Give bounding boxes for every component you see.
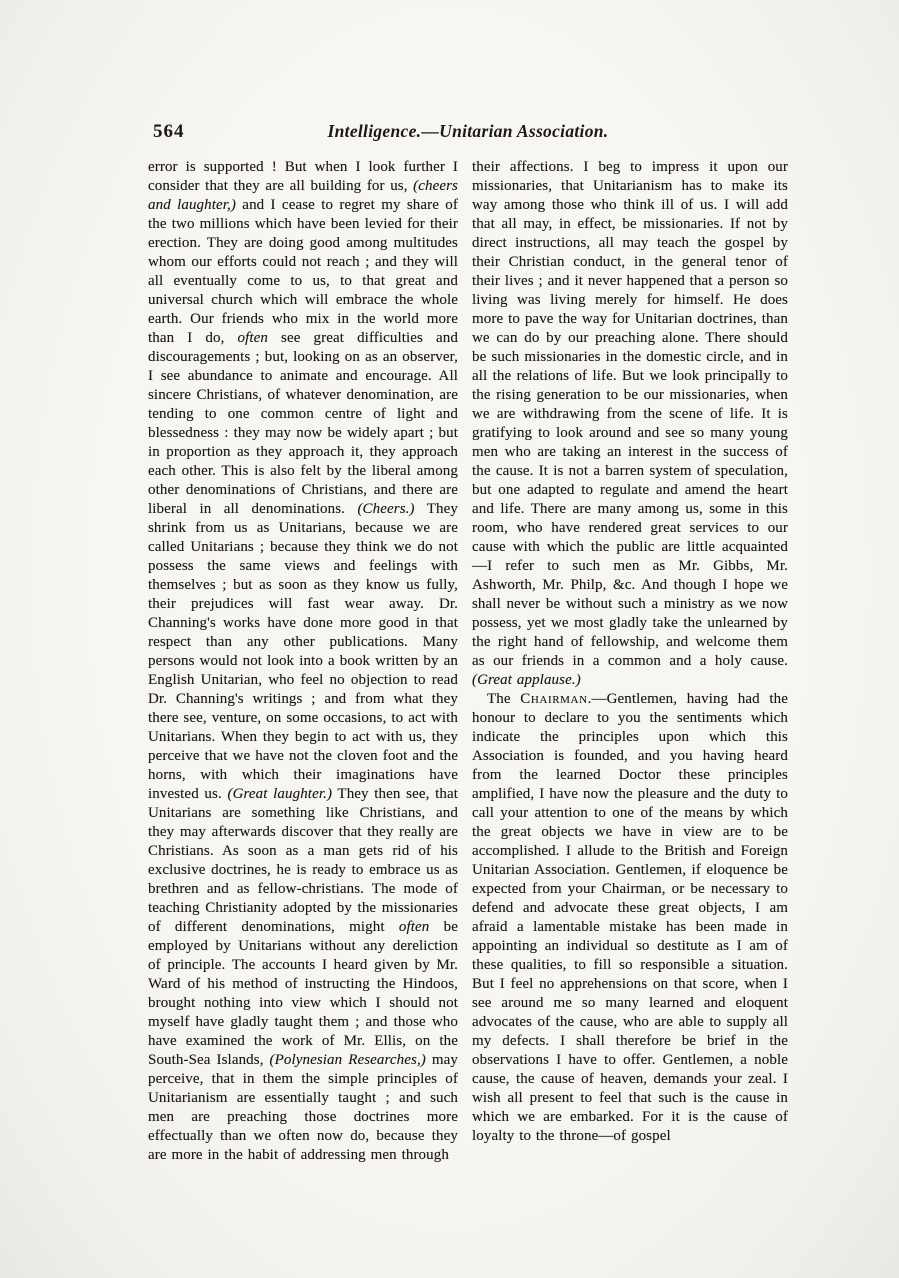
paragraph: error is supported ! But when I look further I consider that they are all building for us, (cheers and laughter,) and I cease to regret my share of the two millions which have been levied for their erection. They are doing good among multitudes whom our efforts could not reach ; and they will all eventually come to us, to that great and universal church which will embrace the whole earth. Our friends who mix in the world more than I do, often see great difficulties and discouragements ; but, looking on as an observer, I see abundance to animate and encourage. All sincere Christians, of whatever denomination, are tending to one common centre of light and blessedness : they may now be widely apart ; but in proportion as they approach it, they approach each other. This is also felt by the liberal among other denominations of Christians, and there are liberal in all denominations. (Cheers.) They shrink from us as Unitarians, because we are called Unitarians ; because they think we do not possess the same views and feelings with themselves ; but as soon as they know us fully, their prejudices will fast wear away. Dr. Channing's works have done more good in that respect than any other publications. Many persons would not look into a book written by an English Unitarian, who feel no objection to read Dr. Channing's writings ; and from what they there see, venture, on some occasions, to act with Unitarians. When they begin to act with us, they perceive that we have not the cloven foot and the horns, with which their imaginations have invested us. (Great laughter.) They then see, that Unitarians are something like Christians, and they may afterwards discover that they really are Christians. As soon as a man gets rid of his exclusive doctrines, he is ready to embrace us as brethren and as fellow-christians. The mode of teaching Christianity adopted by the missionaries of different denominations, might often be employed by Unitarians without any dereliction of principle. The accounts I heard given by Mr. Ward of his method of instructing the Hindoos, brought nothing into view which I should not myself have gladly taught them ; and those who have examined the work of Mr. Ellis, on the South-Sea Islands, (Polynesian Researches,) may perceive, that in them the simple principles of Unitarianism are essentially taught ; and such men are preaching those doctrines more effectually than we often now do, because they are more in the habit of addressing men through	[148, 159, 459, 1163]
left-column	[148, 158, 458, 1165]
running-title: Intelligence.—Unitarian Association.	[327, 121, 609, 141]
page-number: 564	[153, 121, 185, 142]
paragraph: their affections. I beg to impress it upon our missionaries, that Unitarianism has to make its way among those who think ill of us. I will add that all may, in effect, be missionaries. If not by direct instructions, all may teach the gospel by their Christian conduct, in the general tenor of their lives ; and it never happened that a person so living was living merely for himself. He does more to pave the way for Unitarian doctrines, than we can do by our preaching alone. There should be such missionaries in the domestic circle, and in all the relations of life. But we look principally to the rising generation to be our missionaries, when we are withdrawing from the scene of life. It is gratifying to look around and see so many young men who are taking an interest in the success of the cause. It is not a barren system of speculation, but one adapted to regulate and amend the heart and life. There are many among us, some in this room, who have rendered great services to our cause with which the public are little acquainted—I refer to such men as Mr. Gibbs, Mr. Ashworth, Mr. Philp, &c. And though I hope we shall never be without such a ministry as we now possess, yet we most gladly take the unlearned by the right hand of fellowship, and welcome them as our friends in a common and a holy cause. (Great applause.)	[472, 159, 788, 688]
text-block	[148, 158, 788, 1165]
paragraph: The Chairman.—Gentlemen, having had the honour to declare to you the sentiments which indicate the principles upon which this Association is founded, and you having heard from the learned Doctor these principles amplified, I have now the pleasure and the duty to call your attention to one of the means by which the great objects we have in view are to be accomplished. I allude to the British and Foreign Unitarian Association. Gentlemen, if eloquence be expected from your Chairman, or be necessary to defend and advocate these great objects, I am afraid a lamentable mistake has been made in appointing an individual so destitute as I am of these qualities, to fill so responsible a situation. But I feel no apprehensions on that score, when I see around me so many learned and eloquent advocates of the cause, who are able to supply all my defects. I shall therefore be brief in the observations I have to offer. Gentlemen, a noble cause, the cause of heaven, demands your zeal. I wish all present to feel that such is the cause in which we are embarked. For it is the cause of loyalty to the throne—of gospel	[472, 691, 788, 1144]
right-column	[472, 158, 788, 1165]
running-head	[148, 121, 788, 147]
